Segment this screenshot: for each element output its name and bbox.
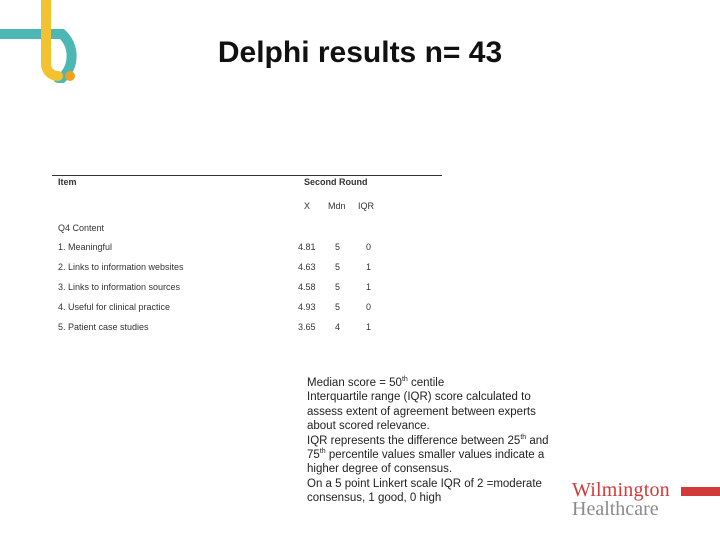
row-mdn: 5 xyxy=(335,302,341,312)
row-item: 2. Links to information websites xyxy=(58,262,184,272)
brand-accent-bar xyxy=(681,487,720,496)
row-iqr: 0 xyxy=(366,302,372,312)
row-mdn: 5 xyxy=(335,262,341,272)
header-item: Item xyxy=(58,177,77,187)
brand-logo-mark xyxy=(0,0,110,90)
percentile-note-sup1: th xyxy=(520,433,527,441)
section-label: Q4 Content xyxy=(58,223,105,233)
median-note-text: Median score = 50 xyxy=(307,377,402,389)
scale-note: On a 5 point Linkert scale IQR of 2 =moderate consensus, 1 good, 0 high xyxy=(307,477,542,505)
header-round: Second Round xyxy=(304,177,368,187)
brand-name-line1: Wilmington xyxy=(572,479,670,501)
percentile-note-sup2: th xyxy=(319,448,326,456)
iqr-note: Interquartile range (IQR) score calculated to assess extent of agreement between experts about scored relevance. xyxy=(307,391,536,433)
row-x: 4.93 xyxy=(298,302,316,312)
row-mdn: 5 xyxy=(335,242,341,252)
row-item: 4. Useful for clinical practice xyxy=(58,302,171,312)
row-iqr: 1 xyxy=(366,322,372,332)
slide-title: Delphi results n= 43 xyxy=(217,36,503,69)
row-x: 3.65 xyxy=(298,322,316,332)
median-note xyxy=(307,376,565,390)
row-mdn: 4 xyxy=(335,322,341,332)
median-note-tail: centile xyxy=(407,377,445,389)
row-item: 1. Meaningful xyxy=(58,242,113,252)
wilmington-healthcare-logo xyxy=(572,479,670,521)
row-iqr: 1 xyxy=(366,262,372,272)
column-mdn: Mdn xyxy=(328,201,346,211)
row-x: 4.81 xyxy=(298,242,316,252)
explanation-notes xyxy=(307,376,565,506)
row-x: 4.63 xyxy=(298,262,316,272)
percentile-note xyxy=(307,434,565,477)
row-item: 3. Links to information sources xyxy=(58,282,181,292)
row-mdn: 5 xyxy=(335,282,341,292)
table-top-rule xyxy=(52,175,442,176)
percentile-note-tail: percentile values smaller values indicate a higher degree of consensus. xyxy=(307,449,545,476)
row-x: 4.58 xyxy=(298,282,316,292)
column-x: X xyxy=(304,201,311,211)
row-iqr: 0 xyxy=(366,242,372,252)
row-item: 5. Patient case studies xyxy=(58,322,149,332)
median-note-sup: th xyxy=(401,376,408,384)
row-iqr: 1 xyxy=(366,282,372,292)
column-iqr: IQR xyxy=(358,201,375,211)
percentile-note-mid: and 75 xyxy=(307,434,549,462)
percentile-note-text: IQR represents the difference between 25 xyxy=(307,434,521,447)
brand-name-line2: Healthcare xyxy=(572,498,659,520)
